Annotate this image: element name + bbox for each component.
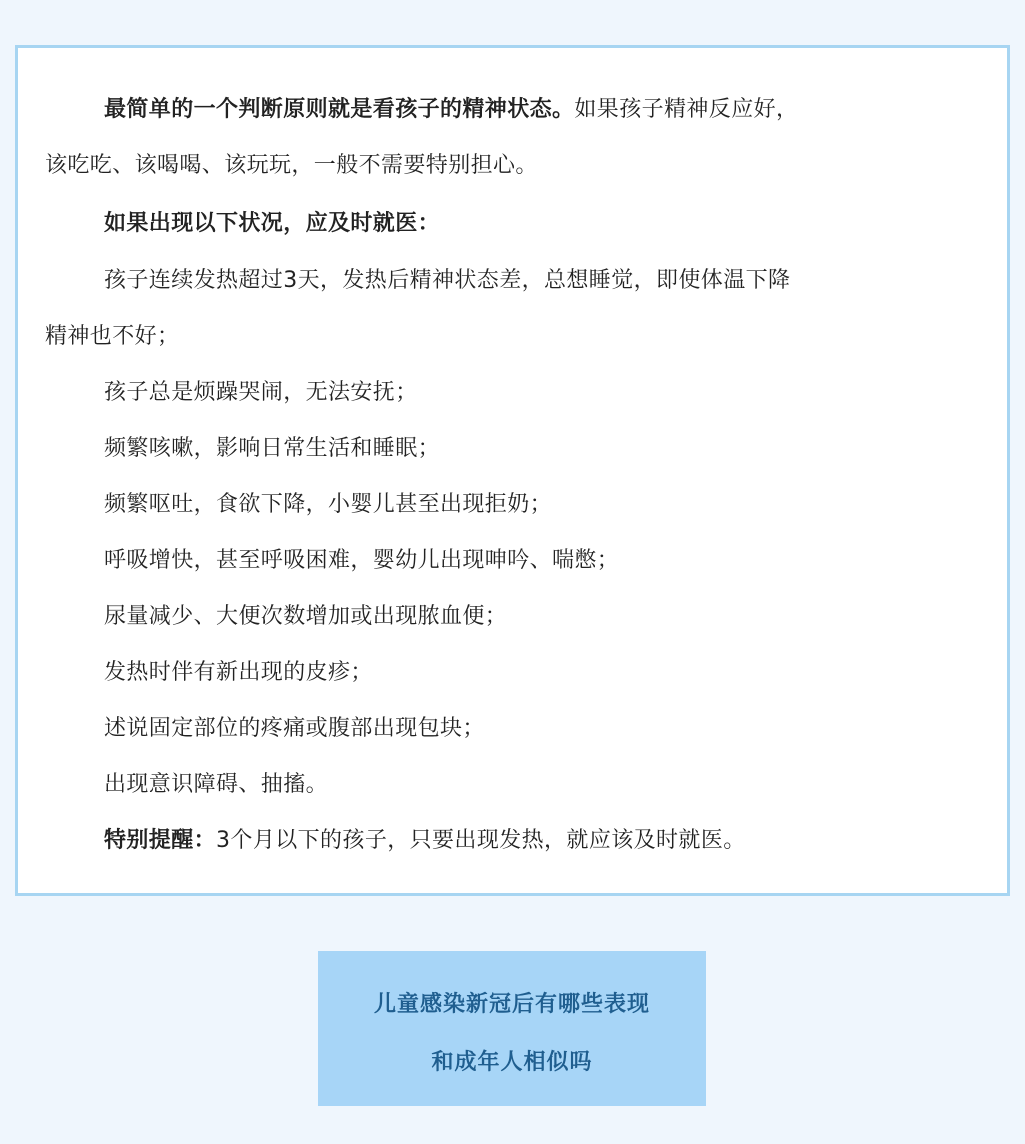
symptom-item: 呼吸增快，甚至呼吸困难，婴幼儿出现呻吟、喘憋； (104, 548, 620, 573)
reminder-label: 特别提醒： (104, 828, 217, 853)
symptom-item: 出现意识障碍、抽搐。 (104, 772, 329, 797)
section-title-box (318, 951, 706, 1106)
symptom-item: 述说固定部位的疼痛或腹部出现包块； (104, 716, 485, 741)
symptom-item: 频繁呕吐，食欲下降，小婴儿甚至出现拒奶； (104, 492, 553, 517)
intro-paragraph-line1 (104, 95, 798, 125)
intro-emphasis: 最简单的一个判断原则就是看孩子的精神状态。 (104, 97, 575, 122)
reminder-text: 3个月以下的孩子，只要出现发热，就应该及时就医。 (216, 828, 746, 853)
symptom-item: 尿量减少、大便次数增加或出现脓血便； (104, 604, 508, 629)
symptom-item-1-line2: 精神也不好； (45, 324, 180, 349)
special-reminder (104, 826, 746, 856)
symptom-item: 发热时伴有新出现的皮疹； (104, 660, 373, 685)
section-title-line1: 儿童感染新冠后有哪些表现 (373, 992, 650, 1017)
seek-care-heading: 如果出现以下状况，应及时就医： (104, 211, 441, 236)
symptom-item-1-line1: 孩子连续发热超过3天，发热后精神状态差，总想睡觉，即使体温下降 (104, 268, 791, 293)
article-content-box (15, 45, 1010, 896)
intro-text: 如果孩子精神反应好， (574, 97, 799, 122)
intro-paragraph-line2: 该吃吃、该喝喝、该玩玩，一般不需要特别担心。 (45, 153, 538, 178)
section-title-line2: 和成年人相似吗 (431, 1050, 593, 1075)
symptom-item: 孩子总是烦躁哭闹，无法安抚； (104, 380, 418, 405)
symptom-item: 频繁咳嗽，影响日常生活和睡眠； (104, 436, 441, 461)
